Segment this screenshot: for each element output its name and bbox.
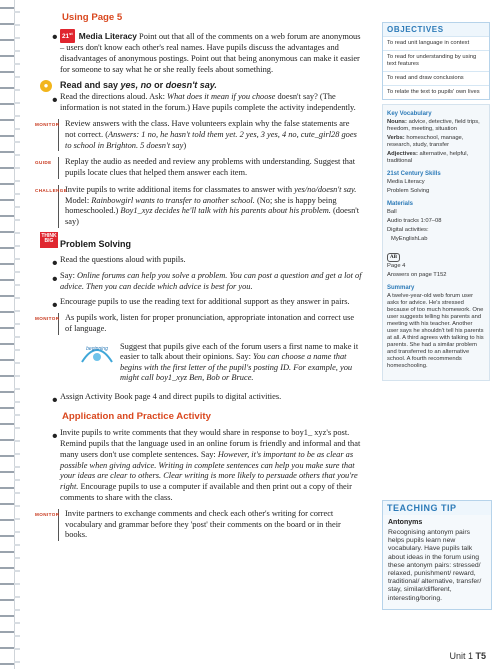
bullet: • [52, 29, 58, 46]
think-big-title: Problem Solving [60, 239, 132, 250]
materials-title: Materials [387, 201, 414, 207]
sidebar [382, 22, 490, 381]
material-item: Digital activities: [387, 227, 429, 233]
summary-title: Summary [387, 285, 415, 291]
think-big-bullet-3: • Encourage pupils to use the reading text for additional support as they answer in pairs. [52, 297, 350, 315]
monitor-label: MONITOR [35, 121, 60, 127]
guide-label: GUIDE [35, 160, 52, 166]
objective-item: To read for understanding by using text features [383, 50, 489, 71]
monitor-label: MONITOR [35, 511, 60, 517]
21st-century-badge: 21st [60, 29, 75, 43]
objectives-card [382, 22, 490, 100]
media-literacy-para [40, 29, 362, 75]
think-big-bullet-1: • Read the questions aloud with pupils. [52, 255, 186, 273]
challenge-label: CHALLENGE [35, 187, 68, 193]
media-literacy-kicker: Media Literacy [78, 31, 137, 42]
info-panel [382, 104, 490, 381]
objectives-title: OBJECTIVES [383, 23, 489, 36]
material-item: Page 4 [387, 263, 406, 269]
skills-title: 21st Century Skills [387, 171, 441, 177]
monitor-block-1: MONITOR Review answers with the class. Have volunteers explain why the false statements are not correct. (Answers: 1 no, he hasn't told them yet. 2 yes, 3 yes, 4 no, cute_girl28 goes to school in Brighton. 5 doesn't say) [58, 119, 362, 151]
material-item: Audio tracks 1:07–08 [387, 218, 442, 224]
skill-item: Media Literacy [387, 179, 425, 185]
say-bullet-1: • Read the directions aloud. Ask: What does it mean if you choose doesn't say? (The information is not stated in the forum.) Have pupils complete the activity independently. [52, 92, 356, 113]
assign-bullet: • Assign Activity Book page 4 and direct pupils to digital activities. [52, 392, 282, 410]
media-literacy-text: Point out that all of the comments on a web forum are anonymous – users don't know each other's real names. Have pupils discuss the advantages and disadvantages of anonymous postings. Point out that being anonymous can make it easier for someone to say what he or she really feels about something. [60, 32, 361, 74]
application-bullet: • Invite pupils to write comments that they would share in response to boy1_ xyz's post. Remind pupils that the language used in an online forum is friendly and informal and that many users don't use complete sentences. Say: However, it's important to be as clear as possible when giving advice. Writing in complete sentences can help you make sure that your ideas are clear to others. Clear writing is more likely to persuade others that you're right. Encourage pupils to use a computer if available and then print out a copy of their comments to share with the class. [52, 428, 361, 503]
read-and-say-heading: ● Read and say yes, no or doesn't say. [40, 80, 362, 90]
activity-book-icon: AB [387, 253, 400, 262]
nouns-line: Nouns: advice, detective, field trips, freedom, meeting, situation [387, 119, 480, 132]
guide-block: GUIDE Replay the audio as needed and review any problems with understanding. Suggest that pupils locate clues that helped them answer each item. [58, 157, 362, 179]
think-big-heading [40, 234, 362, 252]
material-item: MyEnglishLab [391, 236, 428, 242]
teaching-tip-title: TEACHING TIP [383, 501, 491, 515]
speech-icon: ● [40, 80, 52, 92]
objective-item: To relate the text to pupils' own lives [383, 85, 489, 99]
adjectives-line: Adjectives: alternative, helpful, traditional [387, 151, 469, 164]
key-vocab-title: Key Vocabulary [387, 111, 432, 117]
main-column [35, 12, 362, 547]
beginning-logo-icon [80, 342, 114, 364]
think-big-bullet-2: • Say: Online forums can help you solve a problem. You can post a question and get a lot of advice. Then you can decide which advice is best for you. [52, 270, 362, 291]
section-heading-application: Application and Practice Activity [62, 411, 211, 423]
monitor-label: MONITOR [35, 316, 60, 322]
teaching-tip-text: Recognising antonym pairs helps pupils learn new vocabulary. Have pupils talk about ideas in the forum using these antonym pairs: stressed/ relaxed, punishment/ reward, traditional/ alternative, transfer/ stay, similar/different, interesting/boring. [388, 529, 482, 602]
page-footer [449, 651, 486, 661]
summary-text: A twelve-year-old web forum user asks for advice. He's stressed because of too much homework. One user suggests telling his parents and meeting with his teacher. Another user says he shouldn't tell his parents at all. A third agrees with talking to his parents. She had a similar problem and transferred to an alternative school. A fourth recommends homeschooling. [387, 293, 484, 369]
verbs-line: Verbs: homeschool, manage, research, study, transfer [387, 135, 464, 148]
material-item: Ball [387, 209, 397, 215]
teaching-tip-subtitle: Antonyms [388, 519, 423, 526]
objective-item: To read and draw conclusions [383, 71, 489, 85]
teaching-tip-box [382, 500, 492, 610]
challenge-block: CHALLENGE Invite pupils to write additional items for classmates to answer with yes/no/doesn't say. Model: Rainbowgirl wants to transfer to another school. (No; she is happy being homeschooled.) Boy1_xyz decides he'll talk with his parents about his problem. (doesn't say) [58, 185, 362, 228]
monitor-block-2: MONITOR As pupils work, listen for proper pronunciation, appropriate intonation and correct use of language. [58, 313, 362, 335]
skill-item: Problem Solving [387, 188, 430, 194]
monitor-block-3: MONITOR Invite partners to exchange comments and check each other's writing for correct vocabulary and grammar before they 'post' their comments on the board or in their books. [58, 509, 362, 541]
spiral-binding [0, 0, 15, 669]
objective-item: To read unit language in context [383, 36, 489, 50]
svg-text:beginning: beginning [86, 345, 108, 352]
material-item: Answers on page T152 [387, 272, 447, 278]
think-big-logo: THINK BIG [40, 232, 58, 248]
page-number: T5 [475, 651, 486, 661]
beginning-tip: beginning Suggest that pupils give each of the forum users a first name to make it easier to talk about their opinions. Say: You can choose a name that begins with the first letter of the pupil's posting ID. For example, you might call boy1_xyz Ben, Bob or Bruce. [80, 342, 362, 384]
binding-holes [14, 0, 20, 669]
section-heading-using: Using Page 5 [62, 12, 123, 23]
unit-label: Unit 1 [449, 651, 473, 661]
